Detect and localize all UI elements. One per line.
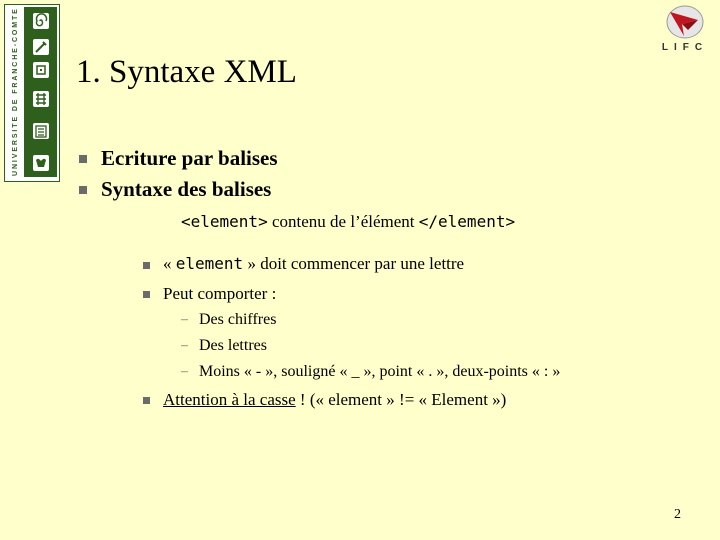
dash-item-letters: Des lettres: [199, 337, 267, 354]
dash-item-symbols: Moins « - », souligné « _ », point « . », deux-points « : »: [199, 363, 561, 380]
bullet-tag-syntax: Syntaxe des balises: [101, 177, 272, 201]
dash-marker-icon: –: [181, 364, 188, 379]
pen-icon: [33, 39, 49, 55]
dash-marker-icon: –: [181, 338, 188, 353]
code-close-tag: </element>: [418, 212, 516, 231]
dash-marker-icon: –: [181, 312, 188, 327]
university-logo-strip: [4, 4, 60, 182]
lifc-logo-text: LIFC: [661, 42, 709, 53]
lifc-logo: [654, 2, 716, 57]
university-name-box: [8, 7, 22, 177]
sub-bullet-start-letter: [163, 253, 464, 275]
lifc-emblem-icon: [654, 2, 716, 42]
spiral-icon: [33, 13, 49, 29]
tower-icon: [33, 91, 49, 107]
case-warning-rest: ! (« element » != « Element »): [295, 390, 507, 409]
bullet-writing-tags: Ecriture par balises: [101, 146, 278, 170]
sub-bullet-suffix: » doit commencer par une lettre: [243, 254, 465, 273]
chip-icon: [33, 62, 49, 78]
bullet-marker-icon: [143, 397, 150, 404]
sub-bullet-case-warning: [163, 389, 506, 411]
code-content-text: contenu de l’élément: [267, 212, 419, 231]
bullet-marker-icon: [143, 291, 150, 298]
bullet-marker-icon: [79, 155, 87, 163]
university-icon-column: [24, 7, 57, 177]
building-icon: [33, 123, 49, 139]
slide-title: 1. Syntaxe XML: [76, 54, 297, 90]
bull-icon: [33, 155, 49, 171]
bullet-marker-icon: [143, 262, 150, 269]
code-example: [181, 211, 515, 233]
element-code-word: element: [175, 254, 244, 273]
code-open-tag: <element>: [181, 212, 268, 231]
university-name: UNIVERSITE DE FRANCHE-COMTE: [12, 7, 19, 176]
sub-bullet-may-contain: Peut comporter :: [163, 284, 277, 303]
dash-item-digits: Des chiffres: [199, 311, 277, 328]
sub-bullet-prefix: «: [163, 254, 176, 273]
bullet-marker-icon: [79, 186, 87, 194]
page-number: 2: [674, 507, 681, 522]
case-warning-underlined: Attention à la casse: [163, 390, 296, 409]
